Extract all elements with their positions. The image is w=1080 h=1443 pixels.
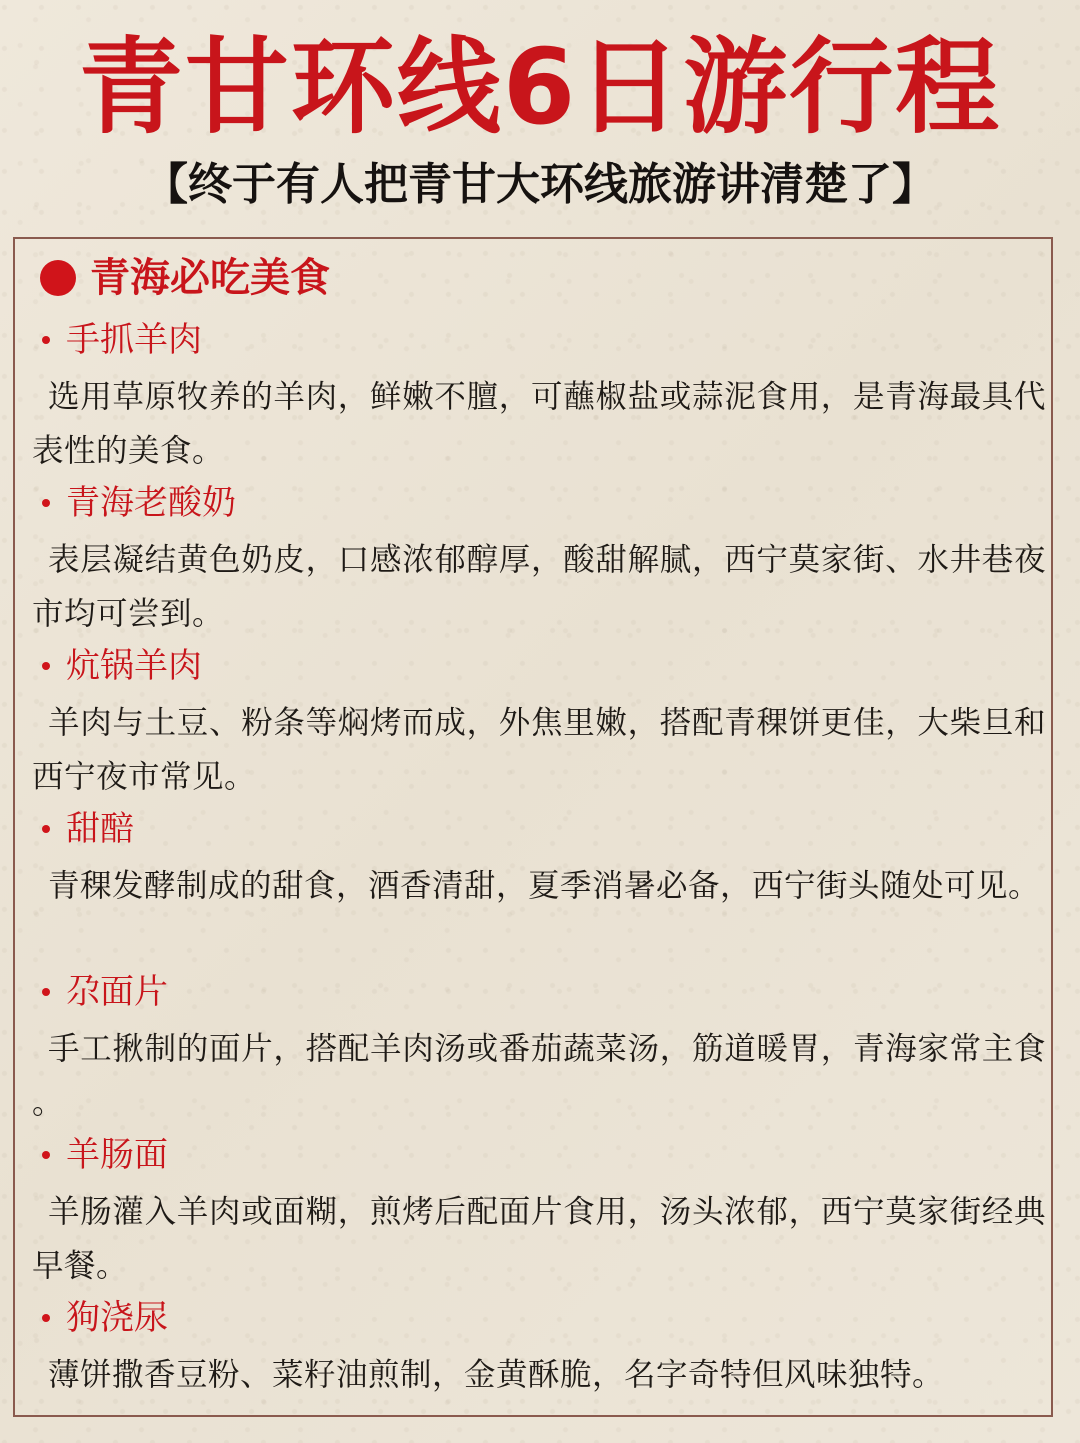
food-item-header	[42, 1131, 168, 1179]
food-item-name: 青海老酸奶	[66, 483, 236, 523]
red-dot-icon	[40, 260, 76, 296]
bullet-icon	[42, 1151, 50, 1159]
page-subtitle: 【终于有人把青甘大环线旅游讲清楚了】	[144, 159, 936, 210]
food-item-header	[42, 479, 236, 527]
food-item-name: 手抓羊肉	[66, 320, 202, 360]
food-item-description: 羊肠灌入羊肉或面糊，煎烤后配面片食用，汤头浓郁，西宁莫家街经典早餐。	[32, 1194, 1046, 1284]
food-item-description: 青稞发酵制成的甜食，酒香清甜，夏季消暑必备，西宁街头随处可见。	[48, 868, 1041, 904]
bullet-icon	[42, 825, 50, 833]
food-item-header	[42, 316, 202, 364]
food-item-description: 表层凝结黄色奶皮，口感浓郁醇厚，酸甜解腻，西宁莫家街、水井巷夜市均可尝到。	[32, 542, 1046, 632]
food-item-description: 选用草原牧养的羊肉，鲜嫩不膻，可蘸椒盐或蒜泥食用，是青海最具代表性的美食。	[32, 379, 1046, 469]
food-item-header	[42, 1294, 168, 1342]
food-item-description: 手工揪制的面片，搭配羊肉汤或番茄蔬菜汤，筋道暖胃，青海家常主食。	[32, 1031, 1046, 1121]
food-item-header	[42, 642, 202, 690]
bullet-icon	[42, 1314, 50, 1322]
food-item-name: 尕面片	[66, 972, 168, 1012]
section-header	[40, 250, 330, 306]
food-item-name: 炕锅羊肉	[66, 646, 202, 686]
bullet-icon	[42, 499, 50, 507]
food-item-name: 羊肠面	[66, 1135, 168, 1175]
food-item-description: 薄饼撒香豆粉、菜籽油煎制，金黄酥脆，名字奇特但风味独特。	[48, 1357, 945, 1393]
bullet-icon	[42, 662, 50, 670]
food-item-header	[42, 968, 168, 1016]
food-item-description: 羊肉与土豆、粉条等焖烤而成，外焦里嫩，搭配青稞饼更佳，大柴旦和西宁夜市常见。	[32, 705, 1046, 795]
food-item-header	[42, 805, 134, 853]
page-title: 青甘环线6日游行程	[78, 26, 1002, 148]
food-item-name: 狗浇尿	[66, 1298, 168, 1338]
food-item-name: 甜醅	[66, 809, 134, 849]
bullet-icon	[42, 336, 50, 344]
section-title: 青海必吃美食	[90, 255, 330, 301]
bullet-icon	[42, 988, 50, 996]
